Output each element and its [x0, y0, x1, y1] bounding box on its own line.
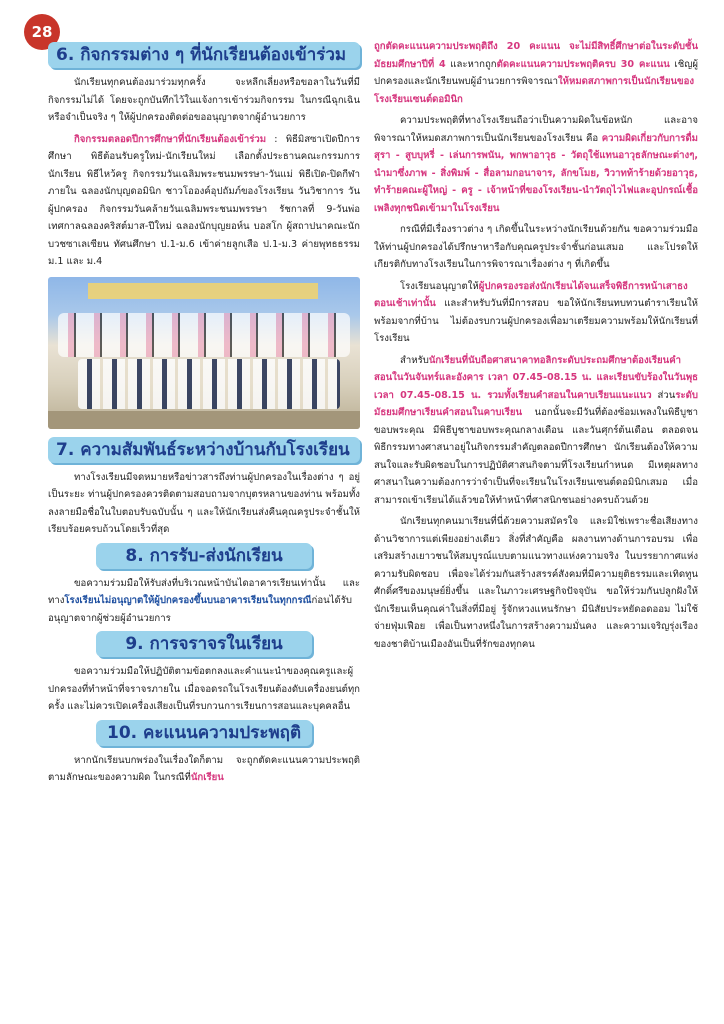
section-8-heading: 8. การรับ-ส่งนักเรียน: [96, 543, 312, 569]
section-6-paragraph-1: นักเรียนทุกคนต้องมาร่วมทุกครั้ง จะหลีกเลี่ยงหรือขอลาในวันที่มีกิจกรรมไม่ได้ โดยจะถูกบันทึกไว้ในแจ้งการเข้าร่วมกิจกรรม ในกรณีฉุกเฉินหรือจำเป็นจริง ๆ ให้ผู้ปกครองติดต่อขออนุญาตจากผู้อำนวยการ: [48, 77, 360, 123]
serious-offense-list: ความผิดเกี่ยวกับการดื่มสุรา - สูบบุหรี่ - เล่นการพนัน, พกพาอาวุธ - วัตถุใช้แทนอาวุธลักษณะต่างๆ, นำมาซึ่งภาพ - สิ่งพิมพ์ - สื่อลามกอนาจาร, ลักขโมย, วิวาทท้าร้ายด้วยอาวุธ, ทำร้ายคณะผู้ใหญ่ - ครู - เจ้าหน้าที่ของโรงเรียน-นำวัตถุไวไฟและอุปกรณ์เชื้อเพลิงทุกชนิดเข้ามาในโรงเรียน: [374, 132, 698, 214]
section-9-heading: 9. การจราจรในเรียน: [96, 631, 312, 657]
section-8-text-b: ก่อนได้รับอนุญาตจากผู้ช่วยผู้อำนวยการ: [48, 595, 352, 624]
section-8-paragraph: [48, 575, 360, 628]
catechism-text-mid: ส่วน: [651, 389, 676, 401]
score-highlight-1: ถูกตัดคะแนนความประพฤติถึง 20 คะแนน จะไม่มีสิทธิ์ศึกษาต่อในระดับชั้นมัธยมศึกษาปีที่ 4: [374, 41, 698, 70]
catechism-paragraph: [374, 352, 698, 510]
section-6-paragraph-2: [48, 131, 360, 271]
photo-back-row: [58, 313, 350, 357]
section-7-paragraph: ทางโรงเรียนมีจดหมายหรือข่าวสารถึงท่านผู้ปกครองในเรื่องต่าง ๆ อยู่เป็นระยะ ท่านผู้ปกครองควรติดตามสอบถามจากบุตรหลานของท่าน พร้อมทั้งลงลายมือชื่อในใบตอบรับฉบับนั้น ๆ และให้นักเรียนส่งคืนคุณครูประจำชั้นให้เรียบร้อยครบถ้วนโดยเร็วที่สุด: [48, 471, 360, 535]
closing-paragraph: นักเรียนทุกคนมาเรียนที่นี่ด้วยความสมัครใจ และมิใช่เพราะชื่อเสียงทางด้านวิชาการแต่เพียงอย่างเดียว สิ่งที่สำคัญคือ ผลงานทางด้านการอบรม เพื่อเสริมสร้างเยาวชนให้สมบูรณ์แบบตามแนวทางแห่งความจริง ในบรรยากาศแห่งความรับผิดชอบ เพื่อจะได้ร่วมกันสร้างสรรค์สังคมที่มีความยุติธรรมและเทิดทูนศักดิ์ศรีของมนุษย์ยิ่งขึ้น และในภาวะเศรษฐกิจปัจจุบัน ขอให้ร่วมกันปลูกฝังให้นักเรียนเห็นคุณค่าในสิ่งที่มีอยู่ รู้จักหวงแหนรักษา มีนิสัยประหยัดอดออม ไม่ใช้จ่ายฟุ่มเฟือย เพื่อเป็นทางหนึ่งในการสร้างความมั่นคง และความเจริญรุ่งเรืองของชาติบ้านเมืองอันเป็นที่รักของทุกคน: [374, 516, 698, 650]
section-10-text: หากนักเรียนบกพร่องในเรื่องใดก็ตาม จะถูกตัดคะแนนความประพฤติตามลักษณะของความผิด ในกรณีที่: [48, 754, 360, 783]
drop-off-highlight: ผู้ปกครองรอส่งนักเรียนได้จนเสร็จพิธีการหน้าเสาธงตอนเช้าเท่านั้น: [374, 280, 688, 309]
left-column: [48, 38, 360, 791]
group-photo: [48, 277, 360, 429]
serious-offense-paragraph: [374, 112, 698, 217]
photo-floor: [48, 411, 360, 429]
page-number-badge: 28: [24, 14, 60, 50]
section-6-activities-text: : พิธีมิสซาเปิดปีการศึกษา พิธีต้อนรับครูใหม่-นักเรียนใหม่ เลือกตั้งประธานคณะกรรมการนักเรียน พิธีไหว้ครู กิจกรรมวันเฉลิมพระชนมพรรษา-วันแม่ พิธีเปิด-ปิดกีฬาภายใน ฉลองนักบุญดอมินิก ชาวโอองค์อุปถัมภ์ของโรงเรียน วันวิชาการ วันผู้ปกครอง กิจกรรมวันคล้ายวันเฉลิมพระชนมพรรษา รัชกาลที่ 9-วันพ่อ เทศกาลฉลองคริสต์มาส-ปีใหม่ ฉลองนักบุญยอห์น บอสโก ผู้สถาปนาคณะนักบวชซาเลเซียน ทัศนศึกษา ป.1-ม.6 เข้าค่ายลูกเสือ ป.1-ม.3 ค่ายพุทธธรรม ม.1 และ ม.4: [48, 133, 360, 267]
drop-off-paragraph: [374, 278, 698, 348]
section-6-highlight: กิจกรรมตลอดปีการศึกษาที่นักเรียนต้องเข้าร่วม: [74, 133, 267, 145]
photo-banner: [88, 283, 318, 299]
incident-paragraph: กรณีที่มีเรื่องราวต่าง ๆ เกิดขึ้นในระหว่างนักเรียนด้วยกัน ขอความร่วมมือให้ท่านผู้ปกครองได้ปรึกษาหารือกับคุณครูประจำชั้นก่อนเสมอ และโปรดให้เกียรติกับทางโรงเรียนในการพิจารณาเรื่องต่าง ๆ ที่เกิดขึ้น: [374, 224, 698, 270]
section-9-paragraph: ขอความร่วมมือให้ปฏิบัติตามข้อตกลงและคำแนะนำของคุณครูและผู้ปกครองที่ทำหน้าที่จราจรภายใน เมื่อจอดรถในโรงเรียนต้องดับเครื่องยนต์ทุกครั้ง และไม่ควรเปิดเครื่องเสียงเป็นที่รบกวนการเรียนการสอนและบุคคลอื่น: [48, 666, 360, 712]
score-paragraph: [374, 38, 698, 108]
drop-off-text-a: โรงเรียนอนุญาตให้: [400, 280, 479, 292]
score-text-1: และหากถูก: [445, 58, 497, 70]
score-highlight-2: ตัดคะแนนความประพฤติครบ 30 คะแนน: [496, 58, 670, 70]
section-10-highlight: นักเรียน: [190, 772, 224, 783]
drop-off-text-b: และสำหรับวันที่มีการสอบ ขอให้นักเรียนทบทวนตำราเรียนให้พร้อมจากที่บ้าน ไม่ต้องรบกวนผู้ปกครองเพื่อมาเตรียมความพร้อมให้นักเรียนที่โรงเรียน: [374, 298, 698, 344]
photo-front-row: [78, 359, 340, 409]
section-8-text-a: ขอความร่วมมือให้รับส่งที่บริเวณหน้าบันไดอาคารเรียนเท่านั้น และทาง: [48, 577, 360, 606]
serious-offense-text: ความประพฤติที่ทางโรงเรียนถือว่าเป็นความผิดในข้อหนัก และอาจพิจารณาให้หมดสภาพการเป็นนักเรียนของโรงเรียน คือ: [374, 115, 698, 144]
section-8-highlight: โรงเรียนไม่อนุญาตให้ผู้ปกครองขึ้นบนอาคารเรียนในทุกกรณี: [64, 595, 312, 606]
section-7-heading: 7. ความสัมพันธ์ระหว่างบ้านกับโรงเรียน: [48, 437, 360, 463]
catechism-text-a: สำหรับ: [400, 354, 429, 366]
catechism-highlight-2: ระดับมัธยมศึกษาเรียนคำสอนในคาบเรียน: [374, 389, 698, 418]
catechism-highlight-1: นักเรียนที่นับถือศาสนาคาทอลิกระดับประถมศึกษาต้องเรียนคำสอนในวันจันทร์และอังคาร เวลา 07.45-08.15 น. และเรียนขับร้องในวันพุธ เวลา 07.45-08.15 น. รวมทั้งเรียนคำสอนในคาบเรียนแนะแนว: [374, 354, 698, 401]
section-10-paragraph: [48, 752, 360, 787]
section-6-heading: 6. กิจกรรมต่าง ๆ ที่นักเรียนต้องเข้าร่วม: [48, 42, 360, 68]
score-text-2: เชิญผู้ปกครองและนักเรียนพบผู้อำนวยการพิจารณา: [374, 58, 699, 87]
catechism-text-b: นอกนั้นจะมีวันที่ต้องซ้อมเพลงในพิธีบูชาขอบพระคุณ มีพิธีบูชาขอบพระคุณกลางเดือน และวันศุกร์ต้นเดือน ตลอดจนพิธีกรรมทางศาสนาอยู่ในกิจกรรมสำคัญตลอดปีการศึกษา นักเรียนต้องให้ความสนใจและรับผิดชอบในการปฏิบัติศาสนกิจตามที่โรงเรียนกำหนด มีเหตุผลทางศาสนาในความต้องการว่าจำเป็นที่จะเรียนในโรงเรียนเซนต์ดอมินิกเสมอ เมื่อสามารถเข้าเรียนได้แล้วขอให้ทำหน้าที่ศาสนิกชนอย่างครบถ้วนด้วย: [374, 407, 698, 506]
section-10-heading: 10. คะแนนความประพฤติ: [96, 720, 312, 746]
right-column: [374, 38, 698, 657]
score-highlight-3: ให้หมดสภาพการเป็นนักเรียนของโรงเรียนเซนต์ดอมินิก: [374, 76, 695, 105]
